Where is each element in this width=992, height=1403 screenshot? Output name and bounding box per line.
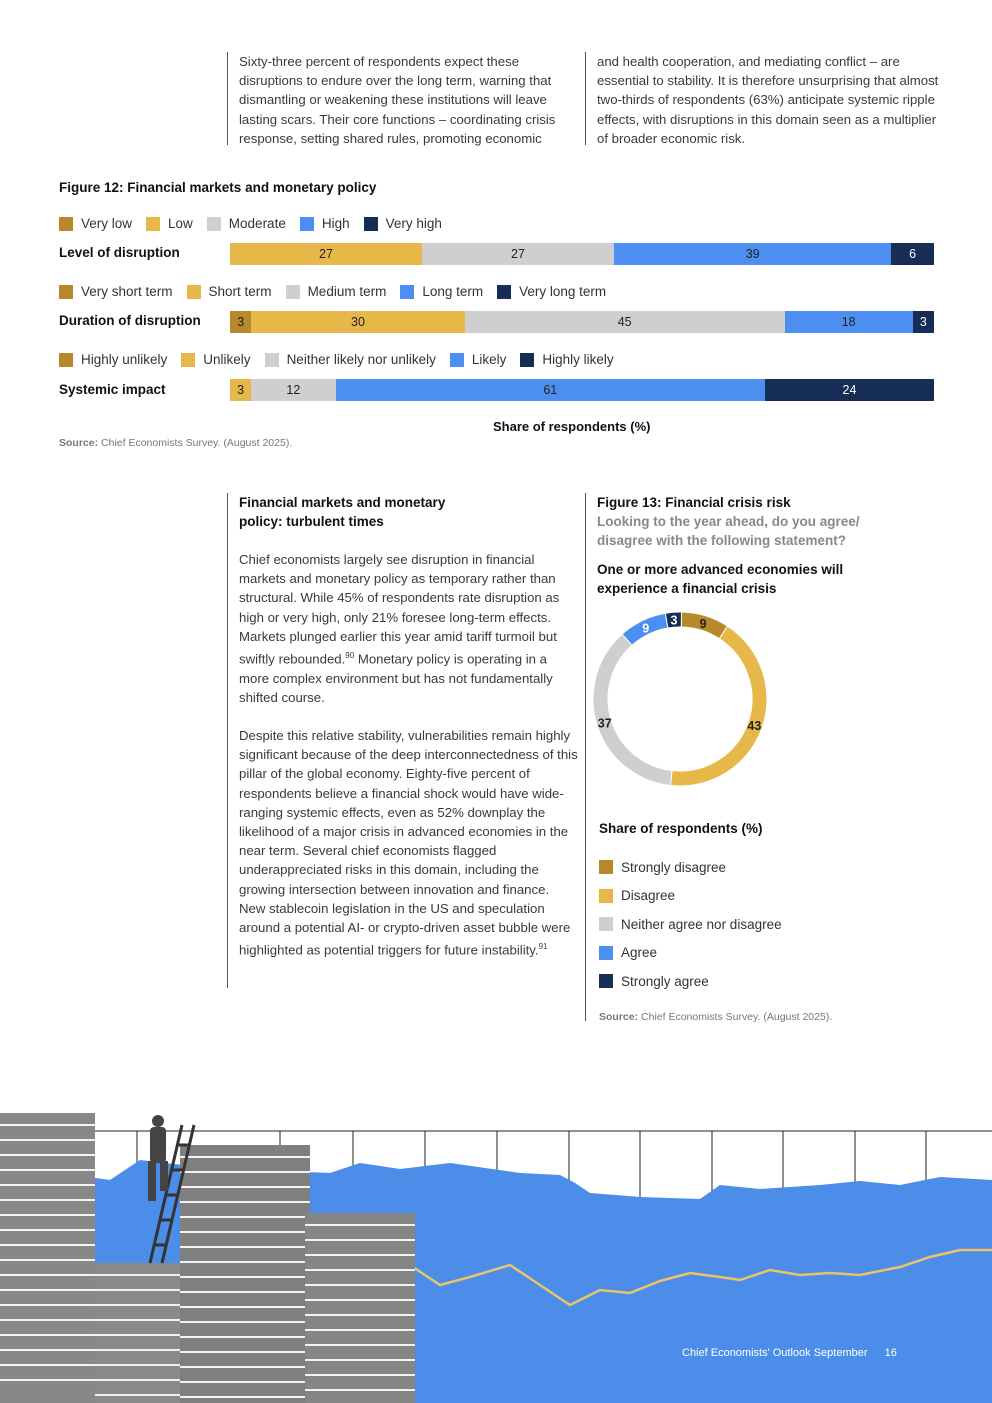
bar-segment: 3 bbox=[230, 379, 251, 401]
legend-swatch bbox=[599, 889, 613, 903]
legend-item bbox=[59, 352, 167, 367]
row-label-duration: Duration of disruption bbox=[59, 313, 201, 328]
bar-segment: 61 bbox=[336, 379, 765, 401]
figure13-column bbox=[585, 493, 941, 1021]
section-heading: Financial markets and monetary policy: turbulent times bbox=[239, 495, 446, 529]
legend-item bbox=[59, 216, 132, 231]
legend-swatch bbox=[59, 353, 73, 367]
legend-swatch bbox=[207, 217, 221, 231]
legend-item bbox=[207, 216, 286, 231]
bar-segment: 3 bbox=[230, 311, 251, 333]
legend-item bbox=[497, 284, 606, 299]
section-paragraph-2 bbox=[239, 726, 579, 960]
legend-swatch bbox=[59, 217, 73, 231]
legend-label: Highly likely bbox=[542, 352, 614, 367]
page-number: 16 bbox=[884, 1347, 897, 1359]
figure13-title: Figure 13: Financial crisis risk bbox=[597, 495, 791, 510]
figure13-statement: One or more advanced economies will experience a financial crisis bbox=[597, 562, 844, 596]
legend-label: Agree bbox=[621, 945, 658, 961]
bar-segment: 45 bbox=[465, 311, 785, 333]
top-text-left-paragraph: Sixty-three percent of respondents expect these disruptions to endure over the long term, warning that dismantling or weakening these institutions will leave lasting scars. Their core functions – coordinating crisis response, setting shared rules, promoting economic bbox=[239, 54, 556, 146]
row-label-systemic: Systemic impact bbox=[59, 382, 166, 397]
legend-item bbox=[364, 216, 442, 231]
legend-label: Likely bbox=[471, 352, 507, 367]
legend-swatch bbox=[59, 285, 73, 299]
legend-item bbox=[265, 352, 436, 367]
bar-duration-of-disruption bbox=[230, 311, 934, 333]
donut-label: 3 bbox=[670, 613, 678, 628]
legend-swatch bbox=[599, 860, 613, 874]
top-text-right-paragraph: and health cooperation, and mediating conflict – are essential to stability. It is therefore unsurprising that almost two-thirds of respondents (63%) anticipate systemic ripple effects, with disruptions in this domain seen as a multiplier of broader economic risk. bbox=[597, 54, 939, 146]
bar-segment: 24 bbox=[765, 379, 934, 401]
bar-segment: 18 bbox=[785, 311, 913, 333]
legend-swatch bbox=[599, 974, 613, 988]
legend-item bbox=[300, 216, 350, 231]
legend-label: Short term bbox=[208, 284, 272, 299]
legend-swatch bbox=[497, 285, 511, 299]
figure12-legend-row3 bbox=[59, 352, 628, 367]
figure12-legend-row1 bbox=[59, 216, 456, 231]
legend-swatch bbox=[181, 353, 195, 367]
footnote-91: 91 bbox=[538, 942, 548, 952]
legend-item bbox=[599, 853, 782, 882]
legend-item bbox=[181, 352, 250, 367]
figure12-source-text: Chief Economists Survey. (August 2025). bbox=[101, 437, 293, 449]
bar-segment: 27 bbox=[422, 243, 614, 265]
legend-item bbox=[59, 284, 173, 299]
bar-level-of-disruption bbox=[230, 243, 934, 265]
footer-title: Chief Economists' Outlook September bbox=[682, 1347, 868, 1359]
financial-crisis-donut-chart bbox=[590, 609, 770, 789]
figure12-source-label: Source: bbox=[59, 437, 99, 449]
figure13-question: Looking to the year ahead, do you agree/ disagree with the following statement? bbox=[597, 514, 860, 548]
page-footer bbox=[682, 1347, 897, 1359]
legend-item bbox=[520, 352, 613, 367]
footnote-90: 90 bbox=[345, 651, 355, 661]
legend-item bbox=[400, 284, 483, 299]
legend-item bbox=[286, 284, 387, 299]
coin-stack-tall bbox=[180, 1145, 310, 1403]
legend-label: Low bbox=[168, 216, 193, 231]
legend-label: Unlikely bbox=[203, 352, 251, 367]
legend-label: Medium term bbox=[307, 284, 387, 299]
donut-slice bbox=[593, 634, 672, 785]
bar-segment: 30 bbox=[251, 311, 464, 333]
figure12-legend-row2 bbox=[59, 284, 620, 299]
section-text-column bbox=[227, 493, 579, 988]
legend-swatch bbox=[599, 946, 613, 960]
legend-swatch bbox=[450, 353, 464, 367]
figure13-axis-label: Share of respondents (%) bbox=[599, 821, 763, 836]
legend-swatch bbox=[364, 217, 378, 231]
figure13-source bbox=[599, 1008, 832, 1027]
legend-item bbox=[599, 967, 782, 996]
legend-label: High bbox=[321, 216, 350, 231]
legend-label: Neither likely nor unlikely bbox=[286, 352, 436, 367]
legend-label: Neither agree nor disagree bbox=[621, 916, 782, 932]
figure12-source bbox=[59, 437, 292, 449]
section-p2-text: Despite this relative stability, vulnerabilities remain highly significant because of the deep interconnectedness of this pillar of the global economy. Eighty-five percent of respondents believe a financial shock would have wide-ranging systemic effects, even as 52% downplay the likelihood of a major crisis in advanced economies in the near term. Several chief economists flagged underappreciated risks in this domain, including the growing intersection between innovation and finance. New stablecoin legislation in the US and speculation around a potential AI- or crypto-driven asset bubble were highlighted as potential triggers for future instability. bbox=[239, 728, 578, 958]
bar-systemic-impact bbox=[230, 379, 934, 401]
bar-segment: 39 bbox=[614, 243, 891, 265]
section-paragraph-1 bbox=[239, 550, 579, 707]
legend-swatch bbox=[300, 217, 314, 231]
bar-segment: 3 bbox=[913, 311, 934, 333]
figure13-source-text: Chief Economists Survey. (August 2025). bbox=[641, 1011, 833, 1023]
legend-swatch bbox=[286, 285, 300, 299]
donut-slice bbox=[670, 626, 767, 786]
legend-item bbox=[599, 910, 782, 939]
legend-label: Highly unlikely bbox=[81, 352, 168, 367]
donut-label: 9 bbox=[642, 621, 650, 636]
legend-label: Very low bbox=[81, 216, 133, 231]
legend-swatch bbox=[187, 285, 201, 299]
figure13-source-label: Source: bbox=[599, 1011, 639, 1023]
bar-segment: 12 bbox=[251, 379, 335, 401]
coin-stack-left bbox=[0, 1113, 95, 1403]
legend-swatch bbox=[599, 917, 613, 931]
figure12-axis-label: Share of respondents (%) bbox=[493, 419, 651, 434]
top-text-left bbox=[227, 52, 577, 145]
legend-swatch bbox=[400, 285, 414, 299]
figure12-title: Figure 12: Financial markets and monetary policy bbox=[59, 180, 377, 195]
legend-swatch bbox=[520, 353, 534, 367]
legend-label: Strongly disagree bbox=[621, 859, 727, 875]
legend-item bbox=[599, 882, 782, 911]
legend-label: Strongly agree bbox=[621, 973, 709, 989]
legend-label: Very high bbox=[385, 216, 442, 231]
legend-label: Disagree bbox=[621, 888, 676, 904]
top-text-right bbox=[585, 52, 941, 145]
legend-label: Moderate bbox=[228, 216, 286, 231]
section-p1-end: Monetary policy is operating in a more complex environment but has not fundamentally shifted course. bbox=[239, 651, 553, 705]
section-p1-text: Chief economists largely see disruption in financial markets and monetary policy as temporary rather than structural. While 45% of respondents rate disruption as high or very high, only 21% foresee long-term effects. Markets plunged earlier this year amid tariff turmoil but swiftly rebounded. bbox=[239, 552, 560, 667]
bar-segment: 27 bbox=[230, 243, 422, 265]
legend-label: Very long term bbox=[519, 284, 607, 299]
legend-item bbox=[599, 939, 782, 968]
legend-label: Very short term bbox=[81, 284, 173, 299]
figure13-legend bbox=[599, 853, 782, 996]
legend-item bbox=[187, 284, 272, 299]
legend-swatch bbox=[146, 217, 160, 231]
row-label-level: Level of disruption bbox=[59, 245, 180, 260]
legend-swatch bbox=[265, 353, 279, 367]
legend-item bbox=[146, 216, 193, 231]
donut-label: 37 bbox=[597, 716, 612, 731]
donut-label: 9 bbox=[699, 616, 707, 631]
donut-label: 43 bbox=[747, 719, 762, 734]
legend-label: Long term bbox=[422, 284, 484, 299]
legend-item bbox=[450, 352, 507, 367]
bar-segment: 6 bbox=[891, 243, 934, 265]
coin-stack-medium bbox=[305, 1213, 415, 1403]
